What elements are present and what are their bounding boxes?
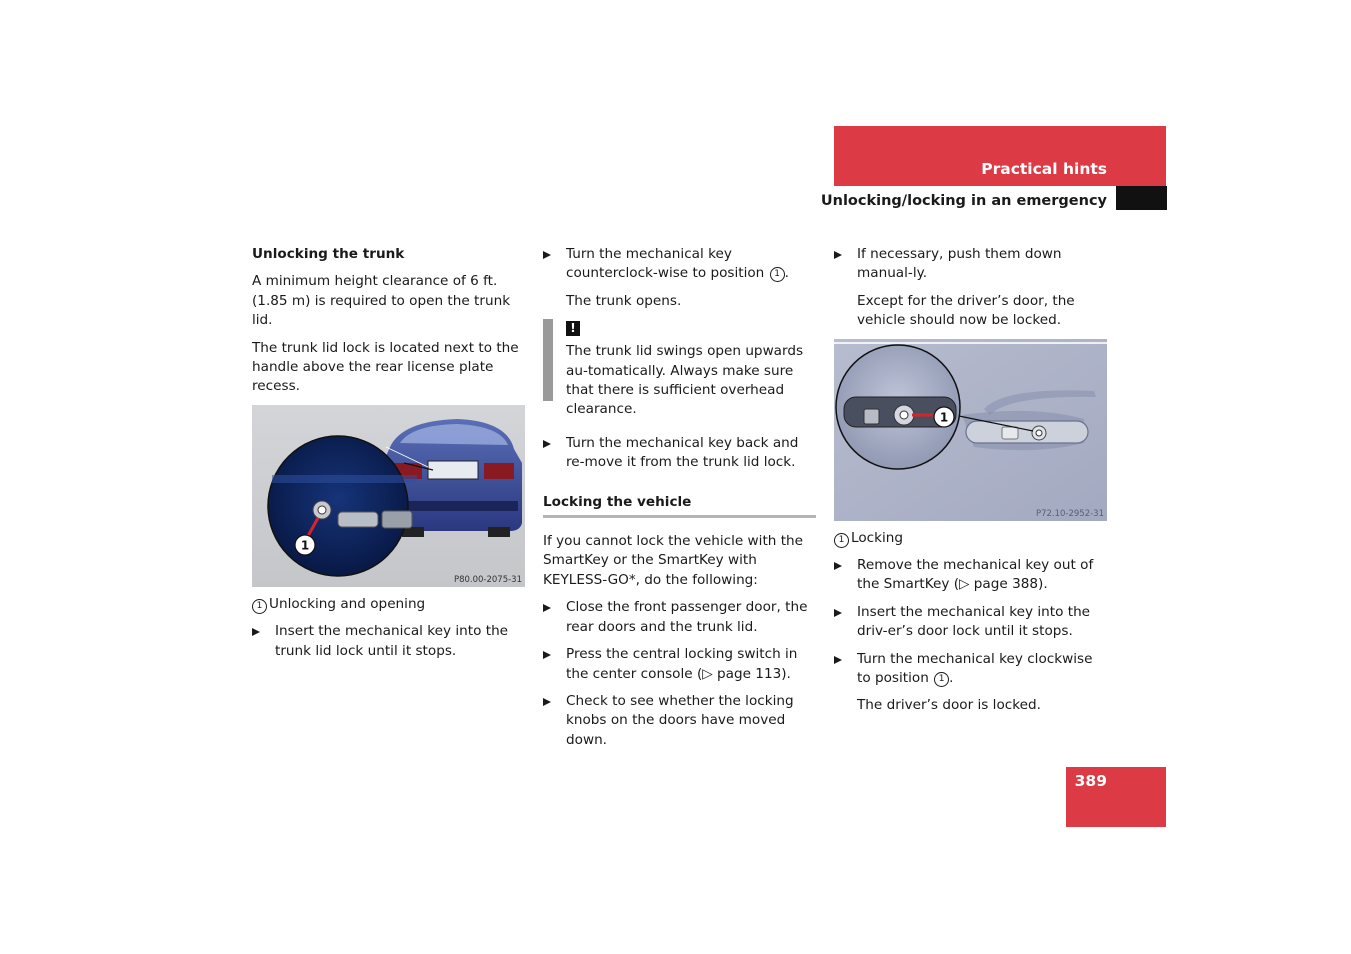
position-ref: 1 xyxy=(934,672,949,687)
step-press-switch: Press the central locking switch in the center console (▷ page 113). xyxy=(543,645,816,684)
legend-number: 1 xyxy=(834,533,849,548)
page-number: 389 xyxy=(1074,772,1107,790)
result-trunk-opens: The trunk opens. xyxy=(566,292,682,309)
door-lock-figure xyxy=(834,339,1107,521)
door-lock-illustration xyxy=(834,339,1107,521)
step-remove-key-smartkey: Remove the mechanical key out of the SmartKey (▷ page 388). xyxy=(834,556,1107,595)
subsection-title: Unlocking/locking in an emergency xyxy=(820,193,1107,209)
result-driver-door-locked: The driver’s door is locked. xyxy=(857,697,1041,714)
bullet-arrow-icon xyxy=(252,628,260,636)
warning-text: The trunk lid swings open upwards au-tomatically. Always make sure that there is sufficient overhead clearance. xyxy=(566,343,804,418)
step-push-down: If necessary, push them down manual-ly. xyxy=(834,245,1107,284)
bullet-arrow-icon xyxy=(834,656,842,664)
heading-locking-vehicle: Locking the vehicle xyxy=(543,493,816,518)
legend-text: Locking xyxy=(851,529,904,546)
paragraph-clearance: A minimum height clearance of 6 ft. (1.85 m) is required to open the trunk lid. xyxy=(252,273,511,329)
column-3 xyxy=(834,245,1107,724)
warning-icon: ! xyxy=(566,321,580,336)
heading-unlocking-trunk: Unlocking the trunk xyxy=(252,246,405,262)
legend-item xyxy=(252,595,525,614)
column-1 xyxy=(252,245,525,669)
bullet-arrow-icon xyxy=(834,609,842,617)
step-insert-key-door: Insert the mechanical key into the driv-er’s door lock until it stops. xyxy=(834,603,1107,642)
warning-box xyxy=(543,319,816,420)
step-turn-clockwise: Turn the mechanical key clockwise to position 1 . xyxy=(834,650,1107,689)
bullet-arrow-icon xyxy=(543,651,551,659)
step-check-knobs: Check to see whether the locking knobs on the doors have moved down. xyxy=(543,692,816,750)
figure-code: P80.00-2075-31 xyxy=(453,574,522,585)
legend-text: Unlocking and opening xyxy=(269,595,426,612)
section-title: Practical hints xyxy=(981,160,1107,178)
legend-item xyxy=(834,529,1107,548)
column-2 xyxy=(543,245,816,758)
legend-number: 1 xyxy=(252,599,267,614)
paragraph-locking-intro: If you cannot lock the vehicle with the SmartKey or the SmartKey with KEYLESS-GO*, do the following: xyxy=(543,533,804,588)
warning-bar xyxy=(543,319,553,401)
position-ref: 1 xyxy=(770,267,785,282)
callout-1-label: 1 xyxy=(300,538,310,553)
header-black-tab xyxy=(1116,186,1167,210)
step-remove-key: Turn the mechanical key back and re-move it from the trunk lid lock. xyxy=(543,434,816,473)
bullet-arrow-icon xyxy=(834,251,842,259)
bullet-arrow-icon xyxy=(543,440,551,448)
bullet-arrow-icon xyxy=(543,604,551,612)
callout-1-label: 1 xyxy=(939,410,949,425)
result-vehicle-locked: Except for the driver’s door, the vehicle should now be locked. xyxy=(857,292,1075,329)
bullet-arrow-icon xyxy=(834,562,842,570)
bullet-arrow-icon xyxy=(543,698,551,706)
step-turn-counterclockwise: Turn the mechanical key counterclock-wise to position 1 . xyxy=(543,245,816,284)
figure-code: P72.10-2952-31 xyxy=(1035,508,1104,519)
trunk-lock-illustration xyxy=(252,405,525,587)
step-close-doors: Close the front passenger door, the rear doors and the trunk lid. xyxy=(543,598,816,637)
bullet-arrow-icon xyxy=(543,251,551,259)
step-insert-key: Insert the mechanical key into the trunk lid lock until it stops. xyxy=(252,622,525,661)
trunk-lock-figure xyxy=(252,405,525,587)
paragraph-lock-location: The trunk lid lock is located next to the handle above the rear license plate recess. xyxy=(252,339,519,395)
